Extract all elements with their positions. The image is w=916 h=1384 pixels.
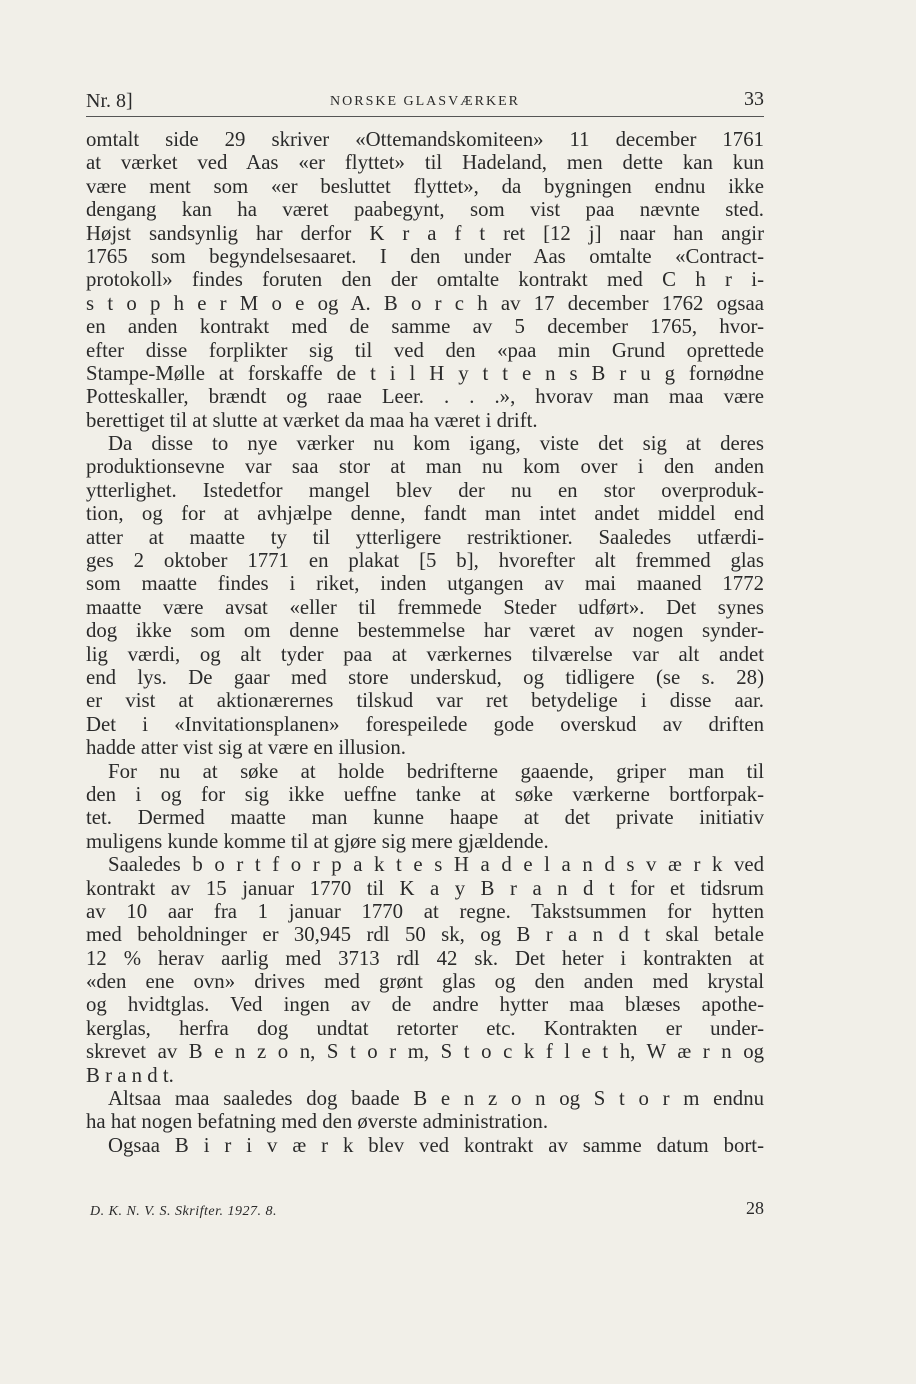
text-line: Saaledes b o r t f o r p a k t e s H a d e l a n d s v æ r k ved [108, 853, 764, 877]
text-line: den i og for sig ikke ueffne tanke at søke værkerne bortforpak- [86, 782, 764, 806]
text-line: end lys. De gaar med store underskud, og tidligere (se s. 28) [86, 665, 764, 689]
text-line: Ogsaa B i r i v æ r k blev ved kontrakt av samme datum bort- [108, 1133, 764, 1157]
page-number: 33 [744, 88, 764, 110]
text-line: 1765 som begyndelsesaaret. I den under Aas omtalte «Contract- [86, 244, 764, 268]
text-line: dog ikke som om denne bestemmelse har været av nogen synder- [86, 619, 764, 643]
text-line: tet. Dermed maatte man kunne haape at det private initiativ [86, 806, 764, 830]
text-line: med beholdninger er 30,945 rdl 50 sk, og B r a n d t skal betale [86, 923, 764, 947]
text-line: Det i «Invitationsplanen» forespeilede gode overskud av driften [86, 712, 764, 736]
text-line: berettiget til at slutte at værket da maa ha været i drift. [86, 408, 538, 432]
text-line: Højst sandsynlig har derfor K r a f t ret [12 j] naar han angir [86, 221, 764, 245]
text-line: en anden kontrakt med de samme av 5 december 1765, hvor- [86, 315, 764, 339]
page-footer [86, 1198, 764, 1222]
running-header [86, 86, 764, 117]
text-line: atter at maatte ty til ytterligere restriktioner. Saaledes utfærdi- [86, 525, 764, 549]
text-line: muligens kunde komme til at gjøre sig mere gjældende. [86, 829, 549, 853]
text-line: kontrakt av 15 januar 1770 til K a y B r a n d t for et tidsrum [86, 876, 764, 900]
text-line: B r a n d t. [86, 1063, 174, 1087]
text-line: som maatte findes i riket, inden utgangen av mai maaned 1772 [86, 572, 764, 596]
text-line: ges 2 oktober 1771 en plakat [5 b], hvorefter alt fremmed glas [86, 549, 764, 573]
text-line: «den ene ovn» drives med grønt glas og den anden med krystal [86, 970, 764, 994]
text-line: er vist at aktionærernes tilskud var ret betydelige i disse aar. [86, 689, 764, 713]
body-text [86, 128, 764, 1157]
text-line: omtalt side 29 skriver «Ottemandskomiteen» 11 december 1761 [86, 128, 764, 151]
text-line: tion, og for at avhjælpe denne, fandt man intet andet middel end [86, 502, 764, 526]
sheet-number: 28 [746, 1198, 764, 1218]
text-line: efter disse forplikter sig til ved den «paa min Grund oprettede [86, 338, 764, 362]
publication-signature: D. K. N. V. S. Skrifter. 1927. 8. [90, 1204, 277, 1219]
text-line: 12 % herav aarlig med 3713 rdl 42 sk. Det heter i kontrakten at [86, 946, 764, 970]
text-line: hadde atter vist sig at være en illusion. [86, 736, 406, 760]
text-line: skrevet av B e n z o n, S t o r m, S t o c k f l e t h, W æ r n og [86, 1040, 764, 1064]
issue-number: Nr. 8] [86, 90, 133, 112]
text-line: For nu at søke at holde bedrifterne gaaende, griper man til [108, 759, 764, 783]
text-line: av 10 aar fra 1 januar 1770 at regne. Takstsummen for hytten [86, 899, 764, 923]
text-line: at værket ved Aas «er flyttet» til Hadeland, men dette kan kun [86, 151, 764, 175]
text-line: og hvidtglas. Ved ingen av de andre hytter maa blæses apothe- [86, 993, 764, 1017]
text-line: være ment som «er besluttet flyttet», da bygningen endnu ikke [86, 174, 764, 198]
text-line: Stampe-Mølle at forskaffe de t i l H y t t e n s B r u g fornødne [86, 361, 764, 385]
running-title: NORSKE GLASVÆRKER [330, 94, 520, 109]
text-line: Da disse to nye værker nu kom igang, viste det sig at deres [108, 432, 764, 456]
text-line: Potteskaller, brændt og raae Leer. . . .», hvorav man maa være [86, 385, 764, 409]
text-line: Altsaa maa saaledes dog baade B e n z o n og S t o r m endnu [108, 1087, 764, 1111]
text-line: ytterlighet. Istedetfor mangel blev der nu en stor overproduk- [86, 478, 764, 502]
text-line: s t o p h e r M o e og A. B o r c h av 17 december 1762 ogsaa [86, 291, 764, 315]
text-line: lig værdi, og alt tyder paa at værkernes tilværelse var alt andet [86, 642, 764, 666]
text-line: protokoll» findes foruten den der omtalte kontrakt med C h r i- [86, 268, 764, 292]
text-line: ha hat nogen befatning med den øverste administration. [86, 1110, 549, 1134]
text-line: kerglas, herfra dog undtat retorter etc. Kontrakten er under- [86, 1016, 764, 1040]
text-line: maatte være avsat «eller til fremmede Steder udført». Det synes [86, 595, 764, 619]
text-line: produktionsevne var saa stor at man nu kom over i den anden [86, 455, 764, 479]
text-line: dengang kan ha været paabegynt, som vist paa nævnte sted. [86, 198, 764, 222]
